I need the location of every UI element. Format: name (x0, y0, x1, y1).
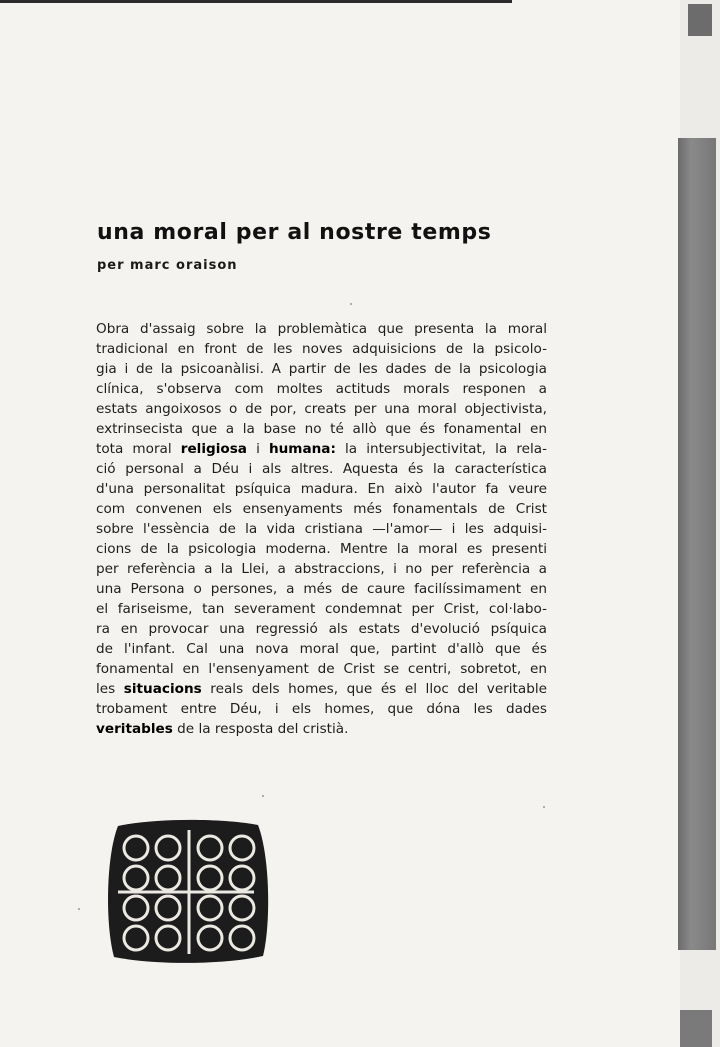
book-title: una moral per al nostre temps (97, 220, 492, 245)
description-line (96, 439, 547, 459)
text-run: una Persona o persones, a més de caure facilíssimament en (96, 581, 547, 597)
text-run: ció personal a Déu i als altres. Aquesta és la característica (96, 461, 547, 477)
text-run: clínica, s'observa com moltes actituds morals responen a (96, 381, 547, 397)
text-run: la intersubjectivitat, la rela- (335, 441, 547, 457)
publisher-emblem (104, 816, 272, 966)
text-run: ra en provocar una regressió als estats d'evolució psíquica (96, 621, 547, 637)
description-line (96, 479, 547, 499)
text-run: de la resposta del cristià. (172, 721, 349, 737)
paper-speck (350, 303, 352, 305)
text-run: les (96, 681, 124, 697)
description-line (96, 399, 547, 419)
description-line (96, 499, 547, 519)
description-line (96, 339, 547, 359)
text-run: d'una personalitat psíquica madura. En això l'autor fa veure (96, 481, 547, 497)
paper-speck (262, 795, 264, 797)
book-author: per marc oraison (97, 258, 238, 273)
emphasis-text: religiosa (180, 441, 247, 457)
text-run: Obra d'assaig sobre la problemàtica que presenta la moral (96, 321, 547, 337)
text-run: fonamental en l'ensenyament de Crist se centri, sobretot, en (96, 661, 547, 677)
edge-strip (678, 138, 716, 950)
text-run: de l'infant. Cal una nova moral que, partint d'allò que és (96, 641, 547, 657)
text-run: reals dels homes, que és el lloc del veritable (201, 681, 547, 697)
text-run: gia i de la psicoanàlisi. A partir de les dades de la psicologia (96, 361, 547, 377)
edge-block-bottom (680, 1010, 712, 1047)
description-line (96, 519, 547, 539)
description-line (96, 559, 547, 579)
paper-speck (78, 908, 80, 910)
description-line (96, 699, 547, 719)
text-run: extrinsecista que a la base no té allò que és fonamental en (96, 421, 547, 437)
description-line (96, 319, 547, 339)
description-line (96, 359, 547, 379)
text-run: trobament entre Déu, i els homes, que dóna les dades (96, 701, 547, 717)
description-line (96, 719, 547, 739)
emphasis-text: veritables (96, 721, 173, 737)
text-run: el fariseisme, tan severament condemnat per Crist, col·labo- (96, 601, 547, 617)
description-line (96, 619, 547, 639)
text-run: i (246, 441, 269, 457)
text-run: estats angoixosos o de por, creats per una moral objectivista, (96, 401, 547, 417)
text-run: com convenen els ensenyaments més fonamentals de Crist (96, 501, 547, 517)
description-line (96, 539, 547, 559)
text-run: per referència a la Llei, a abstraccions, i no per referència a (96, 561, 547, 577)
text-run: tota moral (96, 441, 181, 457)
emphasis-text: situacions (123, 681, 202, 697)
description-line (96, 639, 547, 659)
text-run: cions de la psicologia moderna. Mentre la moral es presenti (96, 541, 547, 557)
top-rule (0, 0, 512, 3)
text-run: tradicional en front de les noves adquisicions de la psicolo- (96, 341, 547, 357)
description-line (96, 419, 547, 439)
edge-block-top (688, 4, 712, 36)
description-line (96, 599, 547, 619)
text-run: sobre l'essència de la vida cristiana —l'amor— i les adquisi- (96, 521, 547, 537)
description-line (96, 679, 547, 699)
emphasis-text: humana: (268, 441, 336, 457)
description-line (96, 459, 547, 479)
description-line (96, 579, 547, 599)
description-line (96, 659, 547, 679)
paper-speck (543, 806, 545, 808)
description-line (96, 379, 547, 399)
book-description (96, 319, 547, 739)
